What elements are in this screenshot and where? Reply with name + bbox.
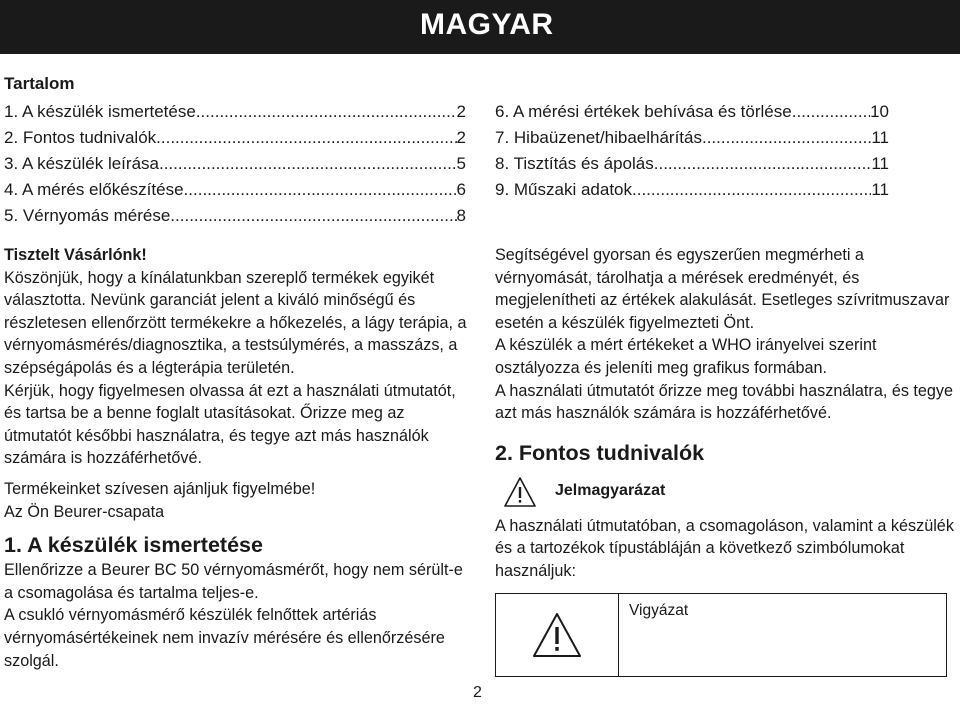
language-title: MAGYAR — [420, 8, 554, 41]
symbol-table — [495, 593, 947, 677]
toc-item[interactable]: 6. A mérési értékek behívása és törlése ..... 10 — [495, 99, 889, 125]
toc-item[interactable]: 5. Vérnyomás mérése ..... 8 — [4, 203, 466, 229]
header-bar — [0, 0, 960, 54]
instruction-paragraph: Kérjük, hogy figyelmesen olvassa át ezt a használati útmutatót, és tartsa be a benne foglalt utasításokat. Őrizze meg az útmutatót későbbi használatra, és tegye azt más használók számára is hozzáférhetővé. — [4, 381, 456, 468]
right-text-column — [495, 244, 960, 677]
section-1-paragraph: Ellenőrizze a Beurer BC 50 vérnyomásmérőt, hogy nem sérült-e a csomagolása és tartalma teljes-e. — [4, 561, 463, 602]
section-1-paragraph: A csukló vérnyomásmérő készülék felnőttek artériás vérnyomásértékeinek nem invazív mérésére és ellenőrzésére szolgál. — [4, 606, 445, 670]
symbol-cell — [496, 594, 619, 676]
page-number: 2 — [473, 684, 482, 701]
closing-line: Termékeinket szívesen ajánljuk figyelmébe! — [4, 479, 316, 498]
toc-item[interactable]: 1. A készülék ismertetése ..... 2 — [4, 99, 466, 125]
section-2-title: 2. Fontos tudnivalók — [495, 440, 705, 465]
signature-line: Az Ön Beurer-csapata — [4, 502, 165, 521]
warning-triangle-icon — [503, 476, 537, 508]
greeting: Tisztelt Vásárlónk! — [4, 246, 147, 264]
section-1-title: 1. A készülék ismertetése — [4, 533, 263, 558]
toc-right-column — [495, 99, 889, 203]
toc-item[interactable]: 2. Fontos tudnivalók ..... 2 — [4, 125, 466, 151]
legend-intro-paragraph: A használati útmutatóban, a csomagoláson, valamint a készülék és a tartozékok típustábláján a következő szimbólumokat használjuk: — [495, 516, 954, 580]
legend-label: Jelmagyarázat — [555, 482, 666, 500]
legend-heading — [495, 471, 960, 513]
toc-heading: Tartalom — [4, 74, 75, 93]
warning-triangle-icon — [531, 611, 583, 659]
toc-item[interactable]: 8. Tisztítás és ápolás ..... 11 — [495, 151, 889, 177]
keep-manual-paragraph: A használati útmutatót őrizze meg további használatra, és tegye azt más használók számára is hozzáférhetővé. — [495, 381, 954, 423]
left-text-column — [4, 244, 468, 672]
description-paragraph: Segítségével gyorsan és egyszerűen megmérheti a vérnyomását, tárolhatja a mérések eredményét, és megjelenítheti az értékek alakulását. Esetleges szívritmuszavar esetén a készülék figyelmezteti Önt. — [495, 246, 950, 332]
toc-item[interactable]: 3. A készülék leírása ..... 5 — [4, 151, 466, 177]
toc-item[interactable]: 7. Hibaüzenet/hibaelhárítás ..... 11 — [495, 125, 889, 151]
intro-paragraph: Köszönjük, hogy a kínálatunkban szereplő termékek egyikét választotta. Nevünk garanciát jelent a kiváló minőségű és részletesen ellenőrzött termékekre a hőkezelés, a lágy terápia, a vérnyomásmérés/diagnosztika, a testsúlymérés, a masszázs, a szépségápolás és a légterápia területén. — [4, 268, 467, 377]
who-paragraph: A készülék a mért értékeket a WHO irányelvei szerint osztályozza és jeleníti meg grafikus formában. — [495, 336, 877, 377]
toc-left-column — [4, 99, 466, 229]
symbol-meaning: Vigyázat — [629, 601, 689, 619]
toc-item[interactable]: 4. A mérés előkészítése ..... 6 — [4, 177, 466, 203]
toc-item[interactable]: 9. Műszaki adatok ..... 11 — [495, 177, 889, 203]
